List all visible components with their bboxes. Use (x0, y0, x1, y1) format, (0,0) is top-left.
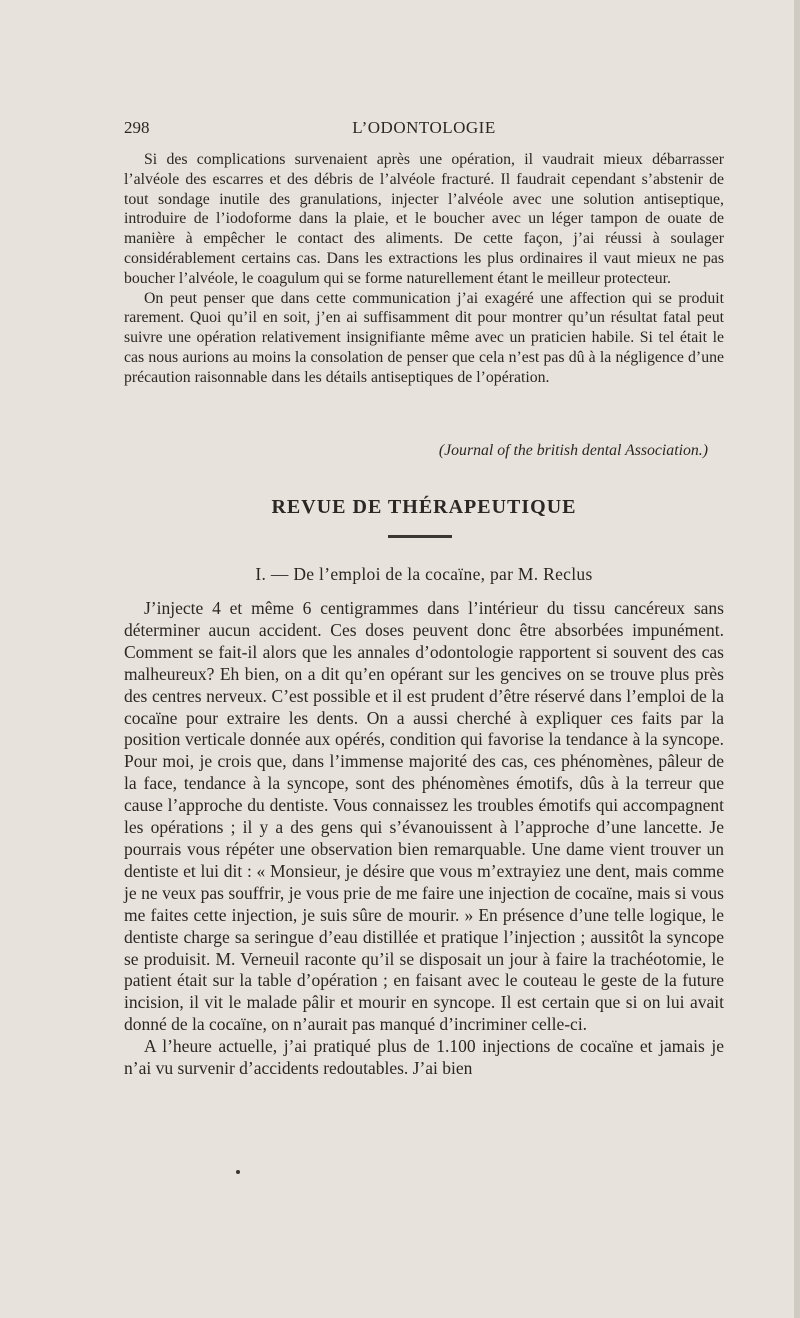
subsection-title: I. — De l’emploi de la cocaïne, par M. Reclus (255, 564, 593, 584)
section-paragraph: J’injecte 4 et même 6 centigrammes dans l’intérieur du tissu cancéreux sans déterminer aucun accident. Ces doses peuvent donc être absorbées impunément. Comment se fait-il alors que les annales d’odontologie rapportent si souvent des cas malheureux? Eh bien, on a dit qu’en opérant sur les gencives on se trouve plus près des centres nerveux. C’est possible et il est prudent d’être réservé dans l’emploi de la cocaïne pour extraire les dents. On a aussi cherché à expliquer ces faits par la position verticale donnée aux opérés, condition qui favorise la tendance à la syncope. Pour moi, je crois que, dans l’immense majorité des cas, ces phénomènes, pâleur de la face, tendance à la syncope, sont des phénomènes émotifs, dûs à la terreur que cause l’approche du dentiste. Vous connaissez les troubles émotifs qui accompagnent les opérations ; il y a des gens qui s’évanouissent à l’approche d’une lancette. Je pourrais vous répéter une observation bien remarquable. Une dame vient trouver un dentiste et lui dit : « Monsieur, je désire que vous m’extrayiez une dent, mais comme je ne veux pas souffrir, je vous prie de me faire une injection de cocaïne, mais si vous me faites cette injection, je suis sûre de mourir. » En présence d’une telle logique, le dentiste charge sa seringue d’eau distillée et pratique l’injection ; aussitôt la syncope se produisit. M. Verneuil raconte qu’il se disposait un jour à faire la trachéotomie, le patient était sur la table d’opération ; en faisant avec le couteau le geste de la future incision, il vit le malade pâlir et mourir en syncope. Il est certain que si on lui avait donné de la cocaïne, on n’aurait pas manqué d’incriminer celle-ci. (124, 598, 724, 1035)
section-title: REVUE DE THÉRAPEUTIQUE (271, 496, 577, 518)
printing-mark (236, 1170, 240, 1174)
article-body (124, 150, 724, 388)
page-number: 298 (124, 118, 150, 137)
article-paragraph: Si des complications survenaient après une opération, il vaudrait mieux débarrasser l’alvéole des escarres et des débris de l’alvéole fracturé. Il faudrait cependant s’abstenir de tout sondage inutile des granulations, injecter l’alvéole avec une solution antiseptique, introduire de l’iodoforme dans la plaie, et le boucher avec un léger tampon de ouate de manière à empêcher le contact des aliments. De cette façon, j’ai réussi à soulager considérablement certains cas. Dans les extractions les plus ordinaires il vaut mieux ne pas boucher l’alvéole, le coagulum qui se forme naturellement étant le meilleur protecteur. (124, 151, 724, 287)
article-paragraph: On peut penser que dans cette communication j’ai exagéré une affection qui se produit rarement. Quoi qu’il en soit, j’en ai suffisamment dit pour montrer qu’un résultat fatal peut suivre une opération relativement insignifiante même avec un praticien habile. Si tel était le cas nous aurions au moins la consolation de penser que cela n’est pas dû à la négligence d’une précaution raisonnable dans les détails antiseptiques de l’opération. (124, 289, 724, 386)
section-body (124, 598, 724, 1080)
page-header (124, 118, 724, 142)
section-rule (388, 535, 452, 538)
article-citation: (Journal of the british dental Association.) (438, 442, 708, 459)
running-title: L’ODONTOLOGIE (352, 118, 496, 137)
page-edge (794, 0, 800, 1318)
section-paragraph: A l’heure actuelle, j’ai pratiqué plus de 1.100 injections de cocaïne et jamais je n’ai vu survenir d’accidents redoutables. J’ai bien (124, 1036, 724, 1079)
